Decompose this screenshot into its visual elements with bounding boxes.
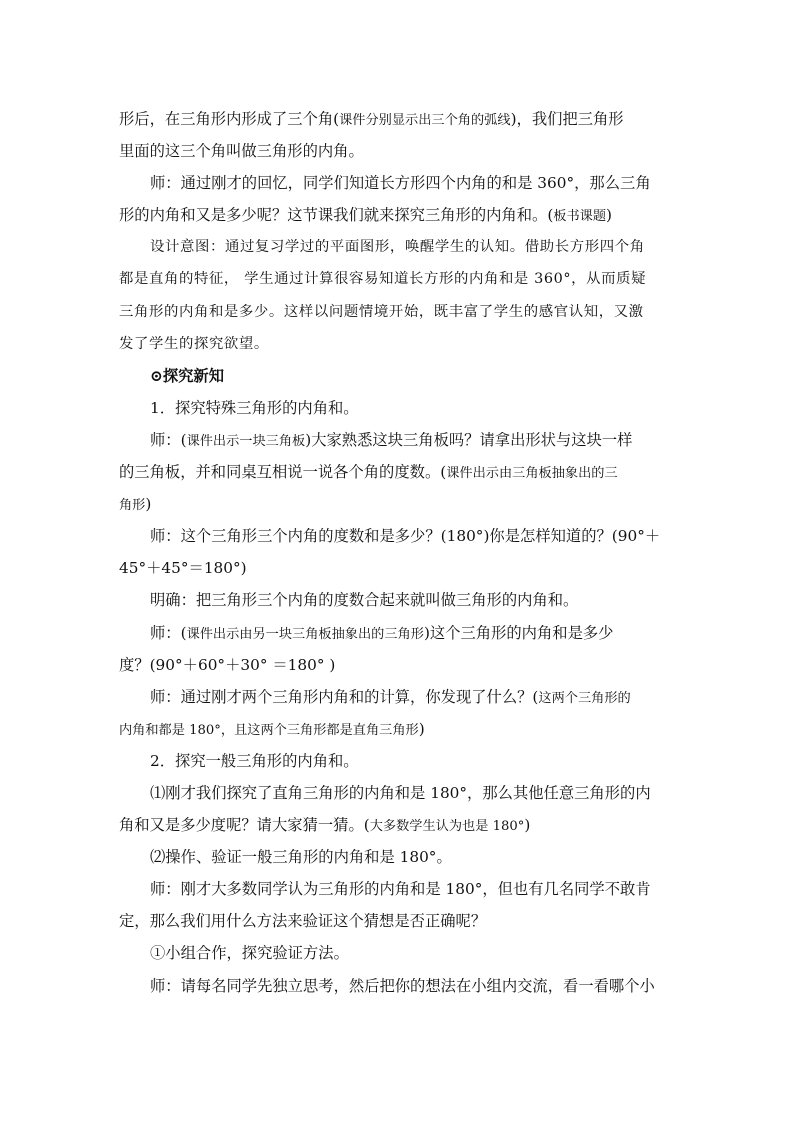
text-line bbox=[119, 456, 679, 488]
body-text: 设计意图：通过复习学过的平面图形，唤醒学生的认知。借助长方形四个角 bbox=[150, 239, 645, 256]
body-text: ) bbox=[418, 719, 425, 738]
annotation-text: 课件分别显示出三个角的弧线 bbox=[339, 113, 511, 128]
body-text: ) bbox=[524, 816, 531, 835]
body-text: 三角形的内角和是多少。这样以问题情境开始，既丰富了学生的感官认知，又激 bbox=[119, 303, 644, 320]
text-line bbox=[119, 360, 679, 392]
body-text: 明确：把三角形三个内角的度数合起来就叫做三角形的内角和。 bbox=[150, 591, 579, 610]
annotation-text: 大多数学生认为也是 180° bbox=[369, 819, 525, 835]
text-line bbox=[119, 584, 679, 616]
body-text: 45°＋45°＝180°) bbox=[119, 559, 247, 578]
text-line bbox=[119, 167, 679, 199]
body-text: 里面的这三个角叫做三角形的内角。 bbox=[119, 142, 364, 161]
body-text: 形后，在三角形内形成了三个角( bbox=[119, 110, 340, 128]
body-text: 形的内角和又是多少呢？这节课我们就来探究三角形的内角和。( bbox=[119, 206, 554, 225]
text-line bbox=[119, 777, 679, 809]
text-line bbox=[119, 263, 679, 295]
body-text: 师：刚才大多数同学认为三角形的内角和是 180°，但也有几名同学不敢肯 bbox=[150, 880, 651, 899]
text-line bbox=[119, 488, 679, 520]
text-line bbox=[119, 713, 679, 745]
annotation-text: 这两个三角形的 bbox=[538, 690, 631, 706]
body-text: )，我们把三角形 bbox=[510, 110, 624, 128]
body-text: )这个三角形的内角和是多少 bbox=[423, 623, 614, 642]
body-text: 都是直角的特征， 学生通过计算很容易知道长方形的内角和是 360°，从而质疑 bbox=[119, 271, 647, 288]
text-line bbox=[119, 199, 679, 231]
body-text: ⑴刚才我们探究了直角三角形的内角和是 180°，那么其他任意三角形的内 bbox=[150, 783, 651, 802]
document-body bbox=[119, 103, 679, 1002]
body-text: 度？(90°＋60°＋30° ＝180° ) bbox=[119, 655, 336, 674]
text-line bbox=[119, 905, 679, 937]
text-line bbox=[119, 135, 679, 167]
body-text: 师：这个三角形三个内角的度数和是多少？(180°)你是怎样知道的？(90°＋ bbox=[150, 527, 661, 546]
text-line bbox=[119, 296, 679, 328]
body-text: 的三角板，并和同桌互相说一说各个角的度数。( bbox=[119, 463, 447, 482]
text-line bbox=[119, 681, 679, 713]
body-text: 定，那么我们用什么方法来验证这个猜想是否正确呢？ bbox=[119, 912, 487, 931]
text-line bbox=[119, 809, 679, 841]
text-line bbox=[119, 617, 679, 649]
body-text: ⊙探究新知 bbox=[150, 366, 225, 385]
body-text: 师：通过刚才两个三角形内角和的计算，你发现了什么？( bbox=[150, 687, 539, 706]
text-line bbox=[119, 873, 679, 905]
annotation-text: 课件出示由另一块三角板抽象出的三角形 bbox=[186, 626, 424, 642]
text-line bbox=[119, 103, 679, 135]
body-text: 师：( bbox=[150, 623, 187, 642]
text-line bbox=[119, 970, 679, 1002]
text-line bbox=[119, 552, 679, 584]
body-text: 师：请每名同学先独立思考，然后把你的想法在小组内交流，看一看哪个小 bbox=[150, 976, 655, 995]
text-line bbox=[119, 424, 679, 456]
body-text: 师：( bbox=[150, 430, 187, 449]
body-text: )大家熟悉这块三角板吗？请拿出形状与这块一样 bbox=[305, 430, 633, 449]
body-text: ) bbox=[606, 206, 613, 225]
text-line bbox=[119, 745, 679, 777]
annotation-text: 板书课题 bbox=[553, 209, 607, 225]
text-line bbox=[119, 392, 679, 424]
text-line bbox=[119, 937, 679, 969]
body-text: 角和又是多少度呢？请大家猜一猜。( bbox=[119, 816, 370, 835]
text-line bbox=[119, 841, 679, 873]
annotation-text: 课件出示一块三角板 bbox=[186, 433, 306, 449]
body-text: ) bbox=[145, 495, 152, 514]
body-text: 1．探究特殊三角形的内角和。 bbox=[150, 398, 359, 417]
annotation-text: 内角和都是 180°，且这两个三角形都是直角三角形 bbox=[119, 722, 419, 738]
body-text: 师：通过刚才的回忆，同学们知道长方形四个内角的和是 360°，那么三角 bbox=[150, 174, 651, 193]
body-text: 发了学生的探究欲望。 bbox=[119, 335, 269, 352]
text-line bbox=[119, 520, 679, 552]
body-text: 2．探究一般三角形的内角和。 bbox=[150, 751, 359, 770]
body-text: ①小组合作，探究验证方法。 bbox=[150, 944, 349, 963]
text-line bbox=[119, 649, 679, 681]
text-line bbox=[119, 231, 679, 263]
annotation-text: 课件出示由三角板抽象出的三 bbox=[446, 466, 618, 482]
annotation-text: 角形 bbox=[119, 498, 146, 514]
body-text: ⑵操作、验证一般三角形的内角和是 180°。 bbox=[150, 848, 452, 867]
text-line bbox=[119, 328, 679, 360]
